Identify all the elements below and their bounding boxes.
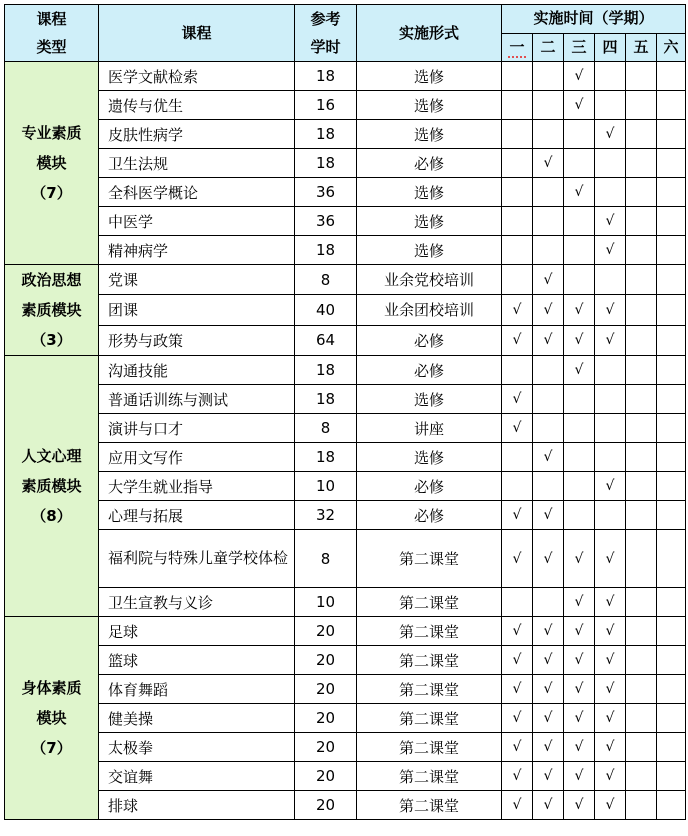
semester-mark-4: √ bbox=[595, 207, 626, 236]
semester-mark-3: √ bbox=[564, 791, 595, 820]
semester-mark-2 bbox=[533, 588, 564, 617]
header-category-line1: 课程 bbox=[36, 10, 67, 28]
semester-mark-6 bbox=[657, 617, 686, 646]
semester-mark-5 bbox=[626, 91, 657, 120]
semester-mark-3: √ bbox=[564, 295, 595, 325]
semester-mark-3: √ bbox=[564, 530, 595, 588]
table-row bbox=[5, 617, 686, 646]
semester-mark-6 bbox=[657, 385, 686, 414]
header-semester-3: 三 bbox=[564, 33, 595, 62]
course-form: 选修 bbox=[357, 91, 502, 120]
semester-mark-2: √ bbox=[533, 325, 564, 355]
course-form: 第二课堂 bbox=[357, 646, 502, 675]
category-label-line: 专业素质 bbox=[21, 124, 82, 142]
course-hours: 18 bbox=[295, 236, 357, 265]
semester-mark-4: √ bbox=[595, 325, 626, 355]
semester-mark-1: √ bbox=[502, 617, 533, 646]
semester-mark-6 bbox=[657, 295, 686, 325]
semester-mark-2: √ bbox=[533, 791, 564, 820]
course-form: 选修 bbox=[357, 385, 502, 414]
course-hours: 20 bbox=[295, 704, 357, 733]
header-hours bbox=[295, 5, 357, 62]
course-name: 体育舞蹈 bbox=[99, 675, 295, 704]
semester-mark-1: √ bbox=[502, 675, 533, 704]
header-category bbox=[5, 5, 99, 62]
semester-mark-6 bbox=[657, 325, 686, 355]
semester-mark-3: √ bbox=[564, 733, 595, 762]
semester-mark-3: √ bbox=[564, 675, 595, 704]
semester-mark-5 bbox=[626, 207, 657, 236]
semester-mark-3 bbox=[564, 149, 595, 178]
category-label-line: 模块 bbox=[36, 709, 67, 727]
semester-mark-5 bbox=[626, 675, 657, 704]
category-label-line: （7） bbox=[31, 739, 72, 757]
course-name: 沟通技能 bbox=[99, 356, 295, 385]
course-form: 第二课堂 bbox=[357, 791, 502, 820]
semester-mark-1: √ bbox=[502, 385, 533, 414]
semester-mark-6 bbox=[657, 704, 686, 733]
semester-mark-1: √ bbox=[502, 733, 533, 762]
header-semester-2: 二 bbox=[533, 33, 564, 62]
course-form: 必修 bbox=[357, 325, 502, 355]
course-hours: 8 bbox=[295, 530, 357, 588]
course-form: 选修 bbox=[357, 443, 502, 472]
semester-mark-5 bbox=[626, 733, 657, 762]
category-label-line: （7） bbox=[31, 184, 72, 202]
semester-mark-2: √ bbox=[533, 265, 564, 295]
semester-mark-6 bbox=[657, 62, 686, 91]
category-label-line: 素质模块 bbox=[21, 477, 82, 495]
semester-mark-1: √ bbox=[502, 295, 533, 325]
table-row bbox=[5, 675, 686, 704]
semester-mark-1: √ bbox=[502, 646, 533, 675]
semester-mark-2: √ bbox=[533, 443, 564, 472]
semester-mark-6 bbox=[657, 588, 686, 617]
course-hours: 18 bbox=[295, 385, 357, 414]
table-row bbox=[5, 762, 686, 791]
table-row bbox=[5, 120, 686, 149]
semester-mark-4: √ bbox=[595, 472, 626, 501]
semester-mark-1: √ bbox=[502, 762, 533, 791]
table-row bbox=[5, 385, 686, 414]
semester-mark-4 bbox=[595, 265, 626, 295]
course-form: 选修 bbox=[357, 120, 502, 149]
course-hours: 36 bbox=[295, 178, 357, 207]
course-name: 福利院与特殊儿童学校体检 bbox=[99, 530, 295, 588]
course-name: 普通话训练与测试 bbox=[99, 385, 295, 414]
semester-mark-3: √ bbox=[564, 762, 595, 791]
semester-mark-3: √ bbox=[564, 62, 595, 91]
course-hours: 20 bbox=[295, 617, 357, 646]
table-row bbox=[5, 236, 686, 265]
semester-mark-1 bbox=[502, 356, 533, 385]
header-semester-5: 五 bbox=[626, 33, 657, 62]
semester-mark-1: √ bbox=[502, 414, 533, 443]
semester-mark-3 bbox=[564, 265, 595, 295]
semester-mark-2: √ bbox=[533, 762, 564, 791]
semester-mark-6 bbox=[657, 178, 686, 207]
course-name: 中医学 bbox=[99, 207, 295, 236]
course-name: 团课 bbox=[99, 295, 295, 325]
course-form: 必修 bbox=[357, 356, 502, 385]
semester-mark-3: √ bbox=[564, 617, 595, 646]
header-semester-6: 六 bbox=[657, 33, 686, 62]
semester-mark-2 bbox=[533, 356, 564, 385]
semester-mark-4 bbox=[595, 356, 626, 385]
category-label-line: 身体素质 bbox=[21, 679, 82, 697]
course-form: 必修 bbox=[357, 501, 502, 530]
semester-mark-3 bbox=[564, 472, 595, 501]
semester-mark-2 bbox=[533, 178, 564, 207]
table-row bbox=[5, 91, 686, 120]
course-name: 篮球 bbox=[99, 646, 295, 675]
semester-mark-5 bbox=[626, 617, 657, 646]
course-hours: 20 bbox=[295, 791, 357, 820]
course-name: 足球 bbox=[99, 617, 295, 646]
semester-mark-2 bbox=[533, 120, 564, 149]
semester-mark-4 bbox=[595, 149, 626, 178]
semester-mark-6 bbox=[657, 120, 686, 149]
semester-mark-3 bbox=[564, 385, 595, 414]
semester-mark-3: √ bbox=[564, 646, 595, 675]
semester-mark-4 bbox=[595, 414, 626, 443]
semester-mark-6 bbox=[657, 646, 686, 675]
semester-mark-6 bbox=[657, 762, 686, 791]
table-row bbox=[5, 62, 686, 91]
semester-mark-4: √ bbox=[595, 704, 626, 733]
course-hours: 40 bbox=[295, 295, 357, 325]
course-form: 业余团校培训 bbox=[357, 295, 502, 325]
header-semester-1-label: 一 bbox=[509, 37, 525, 56]
semester-mark-2: √ bbox=[533, 295, 564, 325]
semester-mark-2: √ bbox=[533, 733, 564, 762]
course-name: 遗传与优生 bbox=[99, 91, 295, 120]
header-hours-line2: 学时 bbox=[310, 38, 341, 56]
header-semester-4: 四 bbox=[595, 33, 626, 62]
course-name: 太极拳 bbox=[99, 733, 295, 762]
course-form: 业余党校培训 bbox=[357, 265, 502, 295]
semester-mark-4 bbox=[595, 385, 626, 414]
semester-mark-3 bbox=[564, 501, 595, 530]
semester-mark-4: √ bbox=[595, 236, 626, 265]
category-cell bbox=[5, 265, 99, 356]
spellcheck-underline bbox=[508, 53, 526, 58]
course-name: 健美操 bbox=[99, 704, 295, 733]
course-form: 第二课堂 bbox=[357, 530, 502, 588]
semester-mark-1: √ bbox=[502, 791, 533, 820]
semester-mark-6 bbox=[657, 501, 686, 530]
table-row bbox=[5, 791, 686, 820]
semester-mark-3: √ bbox=[564, 178, 595, 207]
table-row bbox=[5, 530, 686, 588]
course-name: 精神病学 bbox=[99, 236, 295, 265]
semester-mark-4 bbox=[595, 501, 626, 530]
semester-mark-5 bbox=[626, 385, 657, 414]
semester-mark-5 bbox=[626, 120, 657, 149]
header-category-line2: 类型 bbox=[36, 38, 67, 56]
table-row bbox=[5, 265, 686, 295]
semester-mark-5 bbox=[626, 443, 657, 472]
course-hours: 18 bbox=[295, 149, 357, 178]
semester-mark-1 bbox=[502, 149, 533, 178]
table-row bbox=[5, 646, 686, 675]
semester-mark-3: √ bbox=[564, 704, 595, 733]
semester-mark-6 bbox=[657, 91, 686, 120]
semester-mark-5 bbox=[626, 236, 657, 265]
category-label-line: 人文心理 bbox=[21, 447, 82, 465]
semester-mark-6 bbox=[657, 207, 686, 236]
course-form: 选修 bbox=[357, 178, 502, 207]
course-hours: 18 bbox=[295, 62, 357, 91]
semester-mark-3: √ bbox=[564, 91, 595, 120]
table-row bbox=[5, 149, 686, 178]
semester-mark-3 bbox=[564, 443, 595, 472]
semester-mark-1 bbox=[502, 588, 533, 617]
semester-mark-2 bbox=[533, 91, 564, 120]
semester-mark-1 bbox=[502, 207, 533, 236]
semester-mark-5 bbox=[626, 356, 657, 385]
course-name: 卫生法规 bbox=[99, 149, 295, 178]
semester-mark-4: √ bbox=[595, 646, 626, 675]
course-name: 全科医学概论 bbox=[99, 178, 295, 207]
category-label-line: 政治思想 bbox=[21, 271, 82, 289]
semester-mark-5 bbox=[626, 265, 657, 295]
semester-mark-6 bbox=[657, 472, 686, 501]
semester-mark-2: √ bbox=[533, 675, 564, 704]
semester-mark-6 bbox=[657, 733, 686, 762]
semester-mark-4: √ bbox=[595, 588, 626, 617]
course-name: 应用文写作 bbox=[99, 443, 295, 472]
semester-mark-1: √ bbox=[502, 530, 533, 588]
course-name: 大学生就业指导 bbox=[99, 472, 295, 501]
semester-mark-5 bbox=[626, 530, 657, 588]
semester-mark-6 bbox=[657, 675, 686, 704]
course-name: 演讲与口才 bbox=[99, 414, 295, 443]
semester-mark-4 bbox=[595, 91, 626, 120]
course-name: 交谊舞 bbox=[99, 762, 295, 791]
semester-mark-2: √ bbox=[533, 704, 564, 733]
semester-mark-2 bbox=[533, 62, 564, 91]
category-label-line: 素质模块 bbox=[21, 301, 82, 319]
course-form: 第二课堂 bbox=[357, 617, 502, 646]
semester-mark-1 bbox=[502, 265, 533, 295]
course-hours: 10 bbox=[295, 588, 357, 617]
semester-mark-2: √ bbox=[533, 149, 564, 178]
semester-mark-4: √ bbox=[595, 762, 626, 791]
table-row bbox=[5, 704, 686, 733]
semester-mark-5 bbox=[626, 762, 657, 791]
semester-mark-6 bbox=[657, 356, 686, 385]
course-hours: 18 bbox=[295, 443, 357, 472]
course-hours: 8 bbox=[295, 414, 357, 443]
header-period: 实施时间（学期） bbox=[502, 5, 686, 34]
course-form: 第二课堂 bbox=[357, 588, 502, 617]
course-name: 排球 bbox=[99, 791, 295, 820]
semester-mark-2 bbox=[533, 236, 564, 265]
semester-mark-6 bbox=[657, 443, 686, 472]
course-form: 第二课堂 bbox=[357, 704, 502, 733]
semester-mark-6 bbox=[657, 791, 686, 820]
course-name: 党课 bbox=[99, 265, 295, 295]
course-hours: 18 bbox=[295, 120, 357, 149]
course-hours: 20 bbox=[295, 762, 357, 791]
semester-mark-5 bbox=[626, 646, 657, 675]
semester-mark-5 bbox=[626, 791, 657, 820]
course-form: 选修 bbox=[357, 62, 502, 91]
semester-mark-2 bbox=[533, 385, 564, 414]
course-hours: 32 bbox=[295, 501, 357, 530]
semester-mark-2: √ bbox=[533, 646, 564, 675]
curriculum-body bbox=[5, 62, 686, 820]
semester-mark-1: √ bbox=[502, 325, 533, 355]
semester-mark-3: √ bbox=[564, 588, 595, 617]
course-hours: 64 bbox=[295, 325, 357, 355]
category-cell bbox=[5, 356, 99, 617]
semester-mark-1: √ bbox=[502, 501, 533, 530]
course-hours: 20 bbox=[295, 675, 357, 704]
semester-mark-2 bbox=[533, 207, 564, 236]
table-row bbox=[5, 733, 686, 762]
semester-mark-5 bbox=[626, 472, 657, 501]
semester-mark-4: √ bbox=[595, 733, 626, 762]
course-hours: 36 bbox=[295, 207, 357, 236]
course-name: 皮肤性病学 bbox=[99, 120, 295, 149]
semester-mark-6 bbox=[657, 414, 686, 443]
category-cell bbox=[5, 617, 99, 820]
header-row-top bbox=[5, 5, 686, 34]
table-row bbox=[5, 207, 686, 236]
header-hours-line1: 参考 bbox=[310, 10, 341, 28]
semester-mark-3: √ bbox=[564, 325, 595, 355]
table-row bbox=[5, 295, 686, 325]
semester-mark-1 bbox=[502, 120, 533, 149]
table-row bbox=[5, 178, 686, 207]
course-name: 卫生宣教与义诊 bbox=[99, 588, 295, 617]
course-name: 医学文献检索 bbox=[99, 62, 295, 91]
semester-mark-3 bbox=[564, 207, 595, 236]
course-hours: 16 bbox=[295, 91, 357, 120]
course-form: 必修 bbox=[357, 472, 502, 501]
semester-mark-3 bbox=[564, 414, 595, 443]
semester-mark-5 bbox=[626, 325, 657, 355]
semester-mark-1 bbox=[502, 178, 533, 207]
header-form: 实施形式 bbox=[357, 5, 502, 62]
table-row bbox=[5, 472, 686, 501]
course-form: 选修 bbox=[357, 236, 502, 265]
category-label-line: 模块 bbox=[36, 154, 67, 172]
header-course: 课程 bbox=[99, 5, 295, 62]
semester-mark-4 bbox=[595, 178, 626, 207]
semester-mark-2 bbox=[533, 414, 564, 443]
semester-mark-5 bbox=[626, 414, 657, 443]
semester-mark-3: √ bbox=[564, 356, 595, 385]
semester-mark-6 bbox=[657, 530, 686, 588]
semester-mark-2: √ bbox=[533, 501, 564, 530]
header-semester-1 bbox=[502, 33, 533, 62]
course-hours: 20 bbox=[295, 733, 357, 762]
semester-mark-1 bbox=[502, 443, 533, 472]
semester-mark-2 bbox=[533, 472, 564, 501]
course-hours: 10 bbox=[295, 472, 357, 501]
semester-mark-5 bbox=[626, 149, 657, 178]
category-label-line: （3） bbox=[31, 331, 72, 349]
semester-mark-1 bbox=[502, 472, 533, 501]
semester-mark-6 bbox=[657, 265, 686, 295]
course-form: 选修 bbox=[357, 207, 502, 236]
course-name: 心理与拓展 bbox=[99, 501, 295, 530]
semester-mark-4: √ bbox=[595, 120, 626, 149]
course-name: 形势与政策 bbox=[99, 325, 295, 355]
semester-mark-3 bbox=[564, 120, 595, 149]
table-row bbox=[5, 501, 686, 530]
semester-mark-5 bbox=[626, 501, 657, 530]
semester-mark-1 bbox=[502, 236, 533, 265]
course-hours: 8 bbox=[295, 265, 357, 295]
curriculum-table-container bbox=[4, 4, 686, 820]
semester-mark-1 bbox=[502, 62, 533, 91]
category-cell bbox=[5, 62, 99, 265]
semester-mark-5 bbox=[626, 704, 657, 733]
semester-mark-4 bbox=[595, 443, 626, 472]
semester-mark-6 bbox=[657, 149, 686, 178]
semester-mark-1: √ bbox=[502, 704, 533, 733]
table-row bbox=[5, 356, 686, 385]
table-row bbox=[5, 414, 686, 443]
table-row bbox=[5, 588, 686, 617]
semester-mark-4: √ bbox=[595, 675, 626, 704]
course-hours: 20 bbox=[295, 646, 357, 675]
category-label-line: （8） bbox=[31, 507, 72, 525]
table-row bbox=[5, 325, 686, 355]
course-form: 第二课堂 bbox=[357, 675, 502, 704]
table-row bbox=[5, 443, 686, 472]
course-hours: 18 bbox=[295, 356, 357, 385]
course-form: 必修 bbox=[357, 149, 502, 178]
semester-mark-4: √ bbox=[595, 295, 626, 325]
curriculum-table bbox=[4, 4, 686, 820]
semester-mark-4 bbox=[595, 62, 626, 91]
semester-mark-3 bbox=[564, 236, 595, 265]
semester-mark-6 bbox=[657, 236, 686, 265]
semester-mark-5 bbox=[626, 588, 657, 617]
semester-mark-5 bbox=[626, 295, 657, 325]
semester-mark-2: √ bbox=[533, 617, 564, 646]
semester-mark-4: √ bbox=[595, 791, 626, 820]
course-form: 第二课堂 bbox=[357, 733, 502, 762]
course-form: 讲座 bbox=[357, 414, 502, 443]
semester-mark-5 bbox=[626, 62, 657, 91]
course-form: 第二课堂 bbox=[357, 762, 502, 791]
semester-mark-4: √ bbox=[595, 617, 626, 646]
semester-mark-1 bbox=[502, 91, 533, 120]
semester-mark-2: √ bbox=[533, 530, 564, 588]
semester-mark-4: √ bbox=[595, 530, 626, 588]
semester-mark-5 bbox=[626, 178, 657, 207]
